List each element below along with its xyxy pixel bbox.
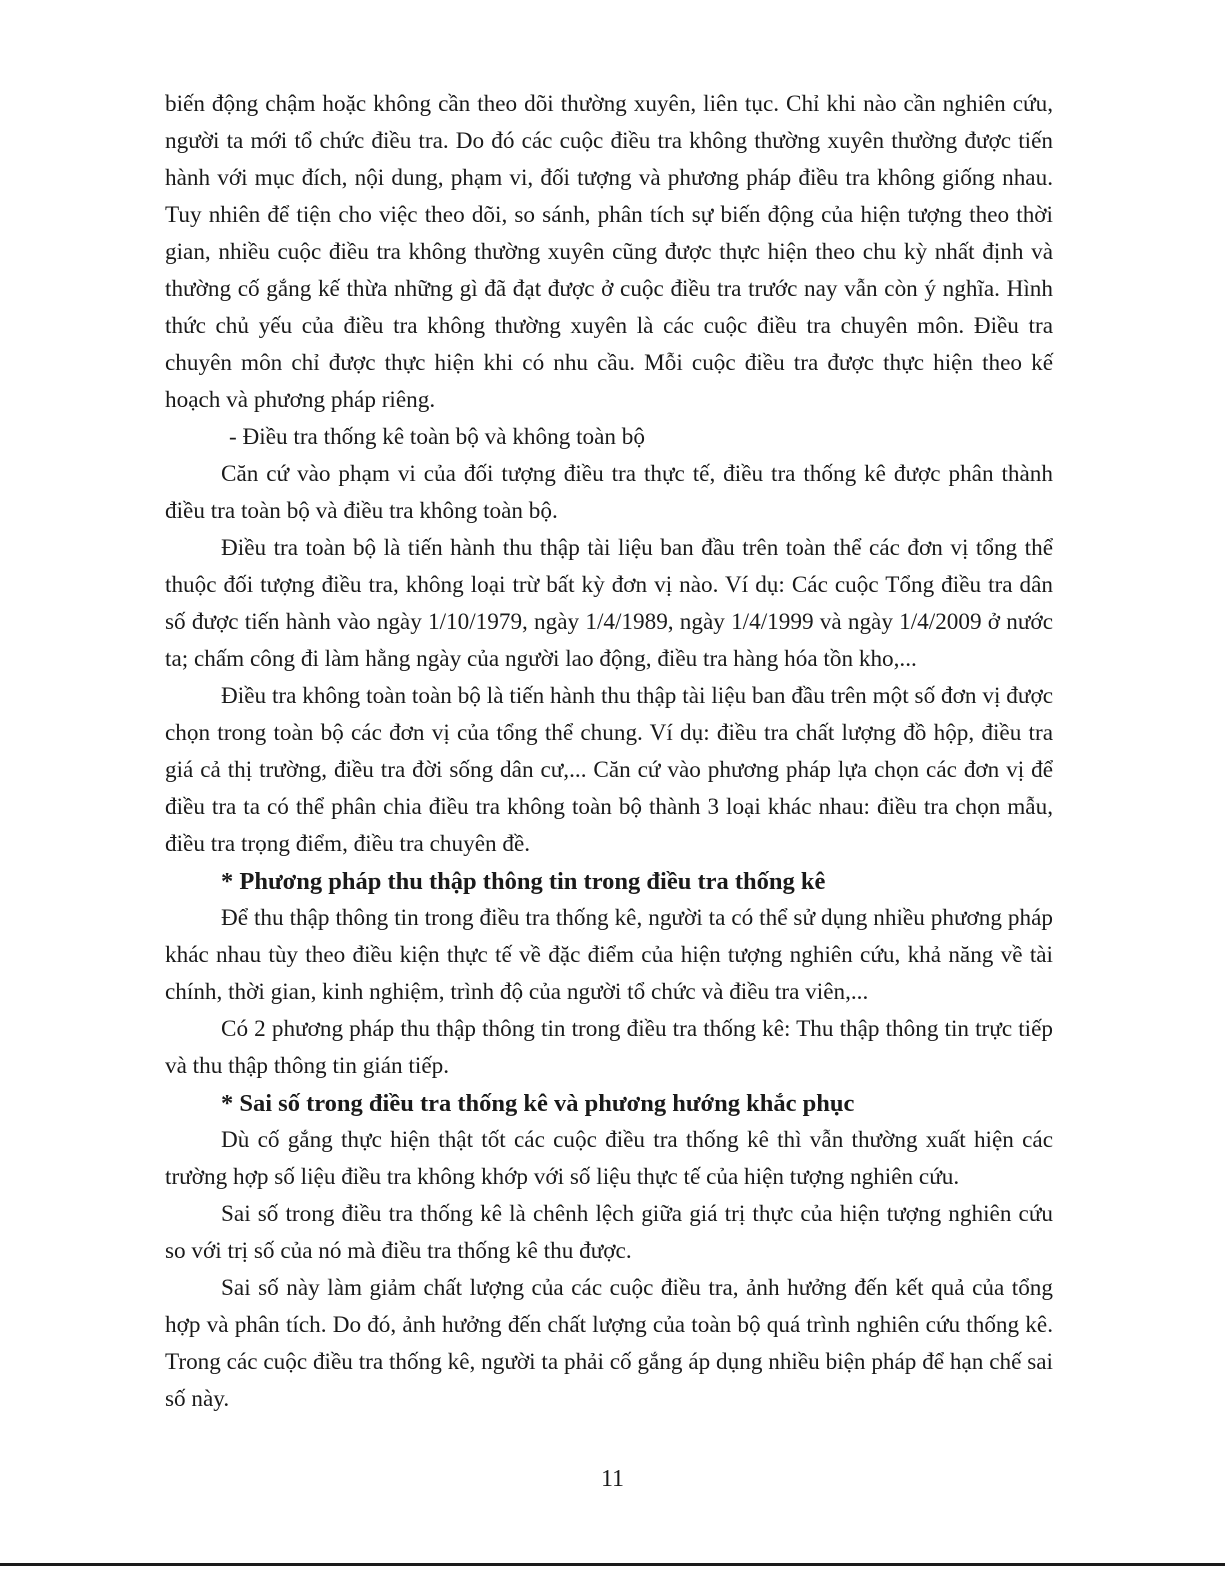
- paragraph-two-methods: Có 2 phương pháp thu thập thông tin trong điều tra thống kê: Thu thập thông tin trực tiếp và thu thập thông tin gián tiếp.: [165, 1016, 1053, 1079]
- paragraph-continuation: biến động chậm hoặc không cần theo dõi thường xuyên, liên tục. Chỉ khi nào cần nghiên cứu, người ta mới tổ chức điều tra. Do đó các cuộc điều tra không thường xuyên thường được tiến hành với mục đích, nội dung, phạm vi, đối tượng và phương pháp điều tra không giống nhau. Tuy nhiên để tiện cho việc theo dõi, so sánh, phân tích sự biến động của hiện tượng theo thời gian, nhiều cuộc điều tra không thường xuyên cũng được thực hiện theo chu kỳ nhất định và thường cố gắng kế thừa những gì đã đạt được ở cuộc điều tra trước nay vẫn còn ý nghĩa. Hình thức chủ yếu của điều tra không thường xuyên là các cuộc điều tra chuyên môn. Điều tra chuyên môn chỉ được thực hiện khi có nhu cầu. Mỗi cuộc điều tra được thực hiện theo kế hoạch và phương pháp riêng.: [165, 91, 1053, 413]
- paragraph-error-intro: Dù cố gắng thực hiện thật tốt các cuộc điều tra thống kê thì vẫn thường xuất hiện các trường hợp số liệu điều tra không khớp với số liệu thực tế của hiện tượng nghiên cứu.: [165, 1127, 1053, 1190]
- paragraph-full-survey: Điều tra toàn bộ là tiến hành thu thập tài liệu ban đầu trên toàn thể các đơn vị tổng thể thuộc đối tượng điều tra, không loại trừ bất kỳ đơn vị nào. Ví dụ: Các cuộc Tổng điều tra dân số được tiến hành vào ngày 1/10/1979, ngày 1/4/1989, ngày 1/4/1999 và ngày 1/4/2009 ở nước ta; chấm công đi làm hằng ngày của người lao động, điều tra hàng hóa tồn kho,...: [165, 535, 1053, 672]
- bottom-divider: [0, 1563, 1225, 1566]
- document-page: [165, 86, 1053, 1418]
- paragraph-classification: Căn cứ vào phạm vi của đối tượng điều tra thực tế, điều tra thống kê được phân thành điều tra toàn bộ và điều tra không toàn bộ.: [165, 461, 1053, 524]
- paragraph-collection-methods: Để thu thập thông tin trong điều tra thống kê, người ta có thể sử dụng nhiều phương pháp khác nhau tùy theo điều kiện thực tế về đặc điểm của hiện tượng nghiên cứu, khả năng về tài chính, thời gian, kinh nghiệm, trình độ của người tổ chức và điều tra viên,...: [165, 905, 1053, 1005]
- section-heading-collection-methods: * Phương pháp thu thập thông tin trong điều tra thống kê: [221, 868, 826, 895]
- list-item-survey-scope: - Điều tra thống kê toàn bộ và không toàn bộ: [229, 424, 645, 450]
- section-heading-errors: * Sai số trong điều tra thống kê và phương hướng khắc phục: [221, 1090, 855, 1117]
- paragraph-error-impact: Sai số này làm giảm chất lượng của các cuộc điều tra, ảnh hưởng đến kết quả của tổng hợp và phân tích. Do đó, ảnh hưởng đến chất lượng của toàn bộ quá trình nghiên cứu thống kê. Trong các cuộc điều tra thống kê, người ta phải cố gắng áp dụng nhiều biện pháp để hạn chế sai số này.: [165, 1275, 1053, 1412]
- paragraph-partial-survey: Điều tra không toàn toàn bộ là tiến hành thu thập tài liệu ban đầu trên một số đơn vị được chọn trong toàn bộ các đơn vị của tổng thể chung. Ví dụ: điều tra chất lượng đồ hộp, điều tra giá cả thị trường, điều tra đời sống dân cư,... Căn cứ vào phương pháp lựa chọn các đơn vị để điều tra ta có thể phân chia điều tra không toàn bộ thành 3 loại khác nhau: điều tra chọn mẫu, điều tra trọng điểm, điều tra chuyên đề.: [165, 683, 1053, 857]
- paragraph-error-definition: Sai số trong điều tra thống kê là chênh lệch giữa giá trị thực của hiện tượng nghiên cứu so với trị số của nó mà điều tra thống kê thu được.: [165, 1201, 1053, 1264]
- page-number: 11: [600, 1466, 625, 1492]
